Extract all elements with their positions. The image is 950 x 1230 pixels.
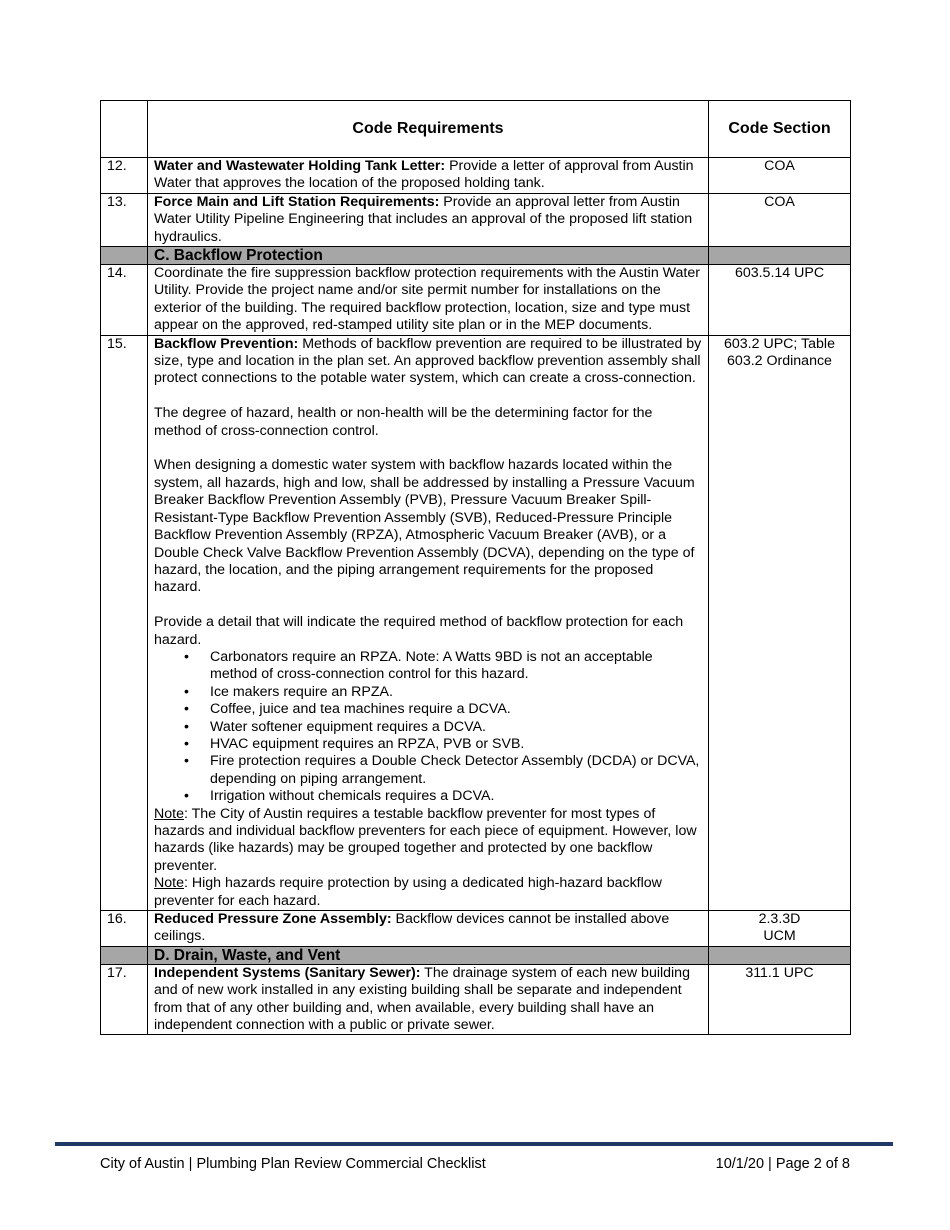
footer-document-title: City of Austin | Plumbing Plan Review Commercial Checklist [100,1156,486,1172]
requirement-title: Reduced Pressure Zone Assembly: [154,911,392,928]
footer-rule [55,1142,893,1146]
table-header-row [101,101,851,158]
row-code-section: 311.1 UPC [709,964,851,1035]
footer-page-info: 10/1/20 | Page 2 of 8 [715,1156,850,1172]
row-number: 16. [101,911,148,947]
row-code-section: 603.2 UPC; Table 603.2 Ordinance [709,335,851,910]
row-code-section: 603.5.14 UPC [709,265,851,336]
table-row [101,193,851,246]
requirement-title: Independent Systems (Sanitary Sewer): [154,964,421,981]
row-requirement: Coordinate the fire suppression backflow protection requirements with the Austin Water Utility. Provide the project name and/or site permit number for installations on the exterior of the building. The required backflow protection, location, size and type must appear on the approved, red-stamped utility site plan or in the MEP documents. [148,265,709,336]
header-num [101,101,148,158]
table-row [101,964,851,1035]
list-item: • Ice makers require an RPZA. [154,684,702,701]
row-code-section: COA [709,158,851,194]
row-requirement [148,964,709,1035]
header-code-requirements: Code Requirements [148,101,709,158]
row-code-section: COA [709,193,851,246]
note-high-hazards: Note: High hazards require protection by using a dedicated high-hazard backflow preventer for each hazard. [154,875,662,909]
list-item: • Water softener equipment requires a DCVA. [154,719,702,736]
row-number: 15. [101,335,148,910]
row-requirement [148,158,709,194]
code-requirements-table [100,100,851,1035]
requirement-text: Methods of backflow prevention are required to be illustrated by size, type and location in the plan set. An approved backflow prevention assembly shall protect connections to the potable water system, which can create a cross-connection. [154,335,702,387]
requirement-title: Force Main and Lift Station Requirements: [154,193,440,210]
row-code-section: 2.3.3D UCM [709,911,851,947]
table-row [101,335,851,910]
section-title: D. Drain, Waste, and Vent [148,946,709,964]
row-number: 14. [101,265,148,336]
paragraph-domestic-water: When designing a domestic water system with backflow hazards located within the system, all hazards, high and low, shall be addressed by installing a Pressure Vacuum Breaker Backflow Prevention Assembly (PVB), Pressure Vacuum Breaker Spill-Resistant-Type Backflow Prevention Assembly (SVB), Reduced-Pressure Principle Backflow Prevention Assembly (RPZA), Atmospheric Vacuum Breaker (AVB), or a Double Check Valve Backflow Prevention Assembly (DCVA), depending on the type of hazard, the location, and the piping arrangement requirements for the proposed hazard. [154,457,695,596]
row-number: 13. [101,193,148,246]
table-row [101,158,851,194]
requirement-title: Backflow Prevention: [154,335,299,352]
section-title: C. Backflow Protection [148,247,709,265]
list-item: • Carbonators require an RPZA. Note: A Watts 9BD is not an acceptable method of cross-connection control for this hazard. [154,649,702,684]
hazard-list [154,649,702,806]
list-item: • Coffee, juice and tea machines require a DCVA. [154,701,702,718]
note-label: Note [154,805,184,822]
requirement-text: Backflow devices cannot be installed above ceilings. [154,911,670,945]
row-requirement [148,335,709,910]
list-item: • Fire protection requires a Double Check Detector Assembly (DCDA) or DCVA, depending on piping arrangement. [154,753,702,788]
section-row-backflow-protection [101,247,851,265]
header-code-section: Code Section [709,101,851,158]
requirement-text: Provide an approval letter from Austin Water Utility Pipeline Engineering that includes an approval of the proposed lift station hydraulics. [154,193,693,245]
table-row [101,911,851,947]
requirement-text: Provide a letter of approval from Austin Water that approves the location of the proposed holding tank. [154,158,694,192]
row-requirement [148,911,709,947]
list-item: • HVAC equipment requires an RPZA, PVB or SVB. [154,736,702,753]
table-row [101,265,851,336]
row-number: 12. [101,158,148,194]
requirement-title: Water and Wastewater Holding Tank Letter: [154,158,446,174]
requirement-text: The drainage system of each new building and of new work installed in any existing building shall be separate and independent from that of any other building and, when available, every building shall have an independent connection with a public or private sewer. [154,964,690,1034]
note-testable: Note: The City of Austin requires a testable backflow preventer for most types of hazards and individual backflow preventers for each piece of equipment. However, low hazards (like hazards) may be grouped together and protected by one backflow preventer. [154,805,697,874]
list-item: • Irrigation without chemicals requires a DCVA. [154,788,702,805]
section-row-drain-waste-vent [101,946,851,964]
paragraph-degree-of-hazard: The degree of hazard, health or non-health will be the determining factor for the method of cross-connection control. [154,405,653,439]
row-number: 17. [101,964,148,1035]
paragraph-provide-detail: Provide a detail that will indicate the required method of backflow protection for each hazard. [154,614,684,648]
row-requirement [148,193,709,246]
note-label: Note [154,875,184,892]
